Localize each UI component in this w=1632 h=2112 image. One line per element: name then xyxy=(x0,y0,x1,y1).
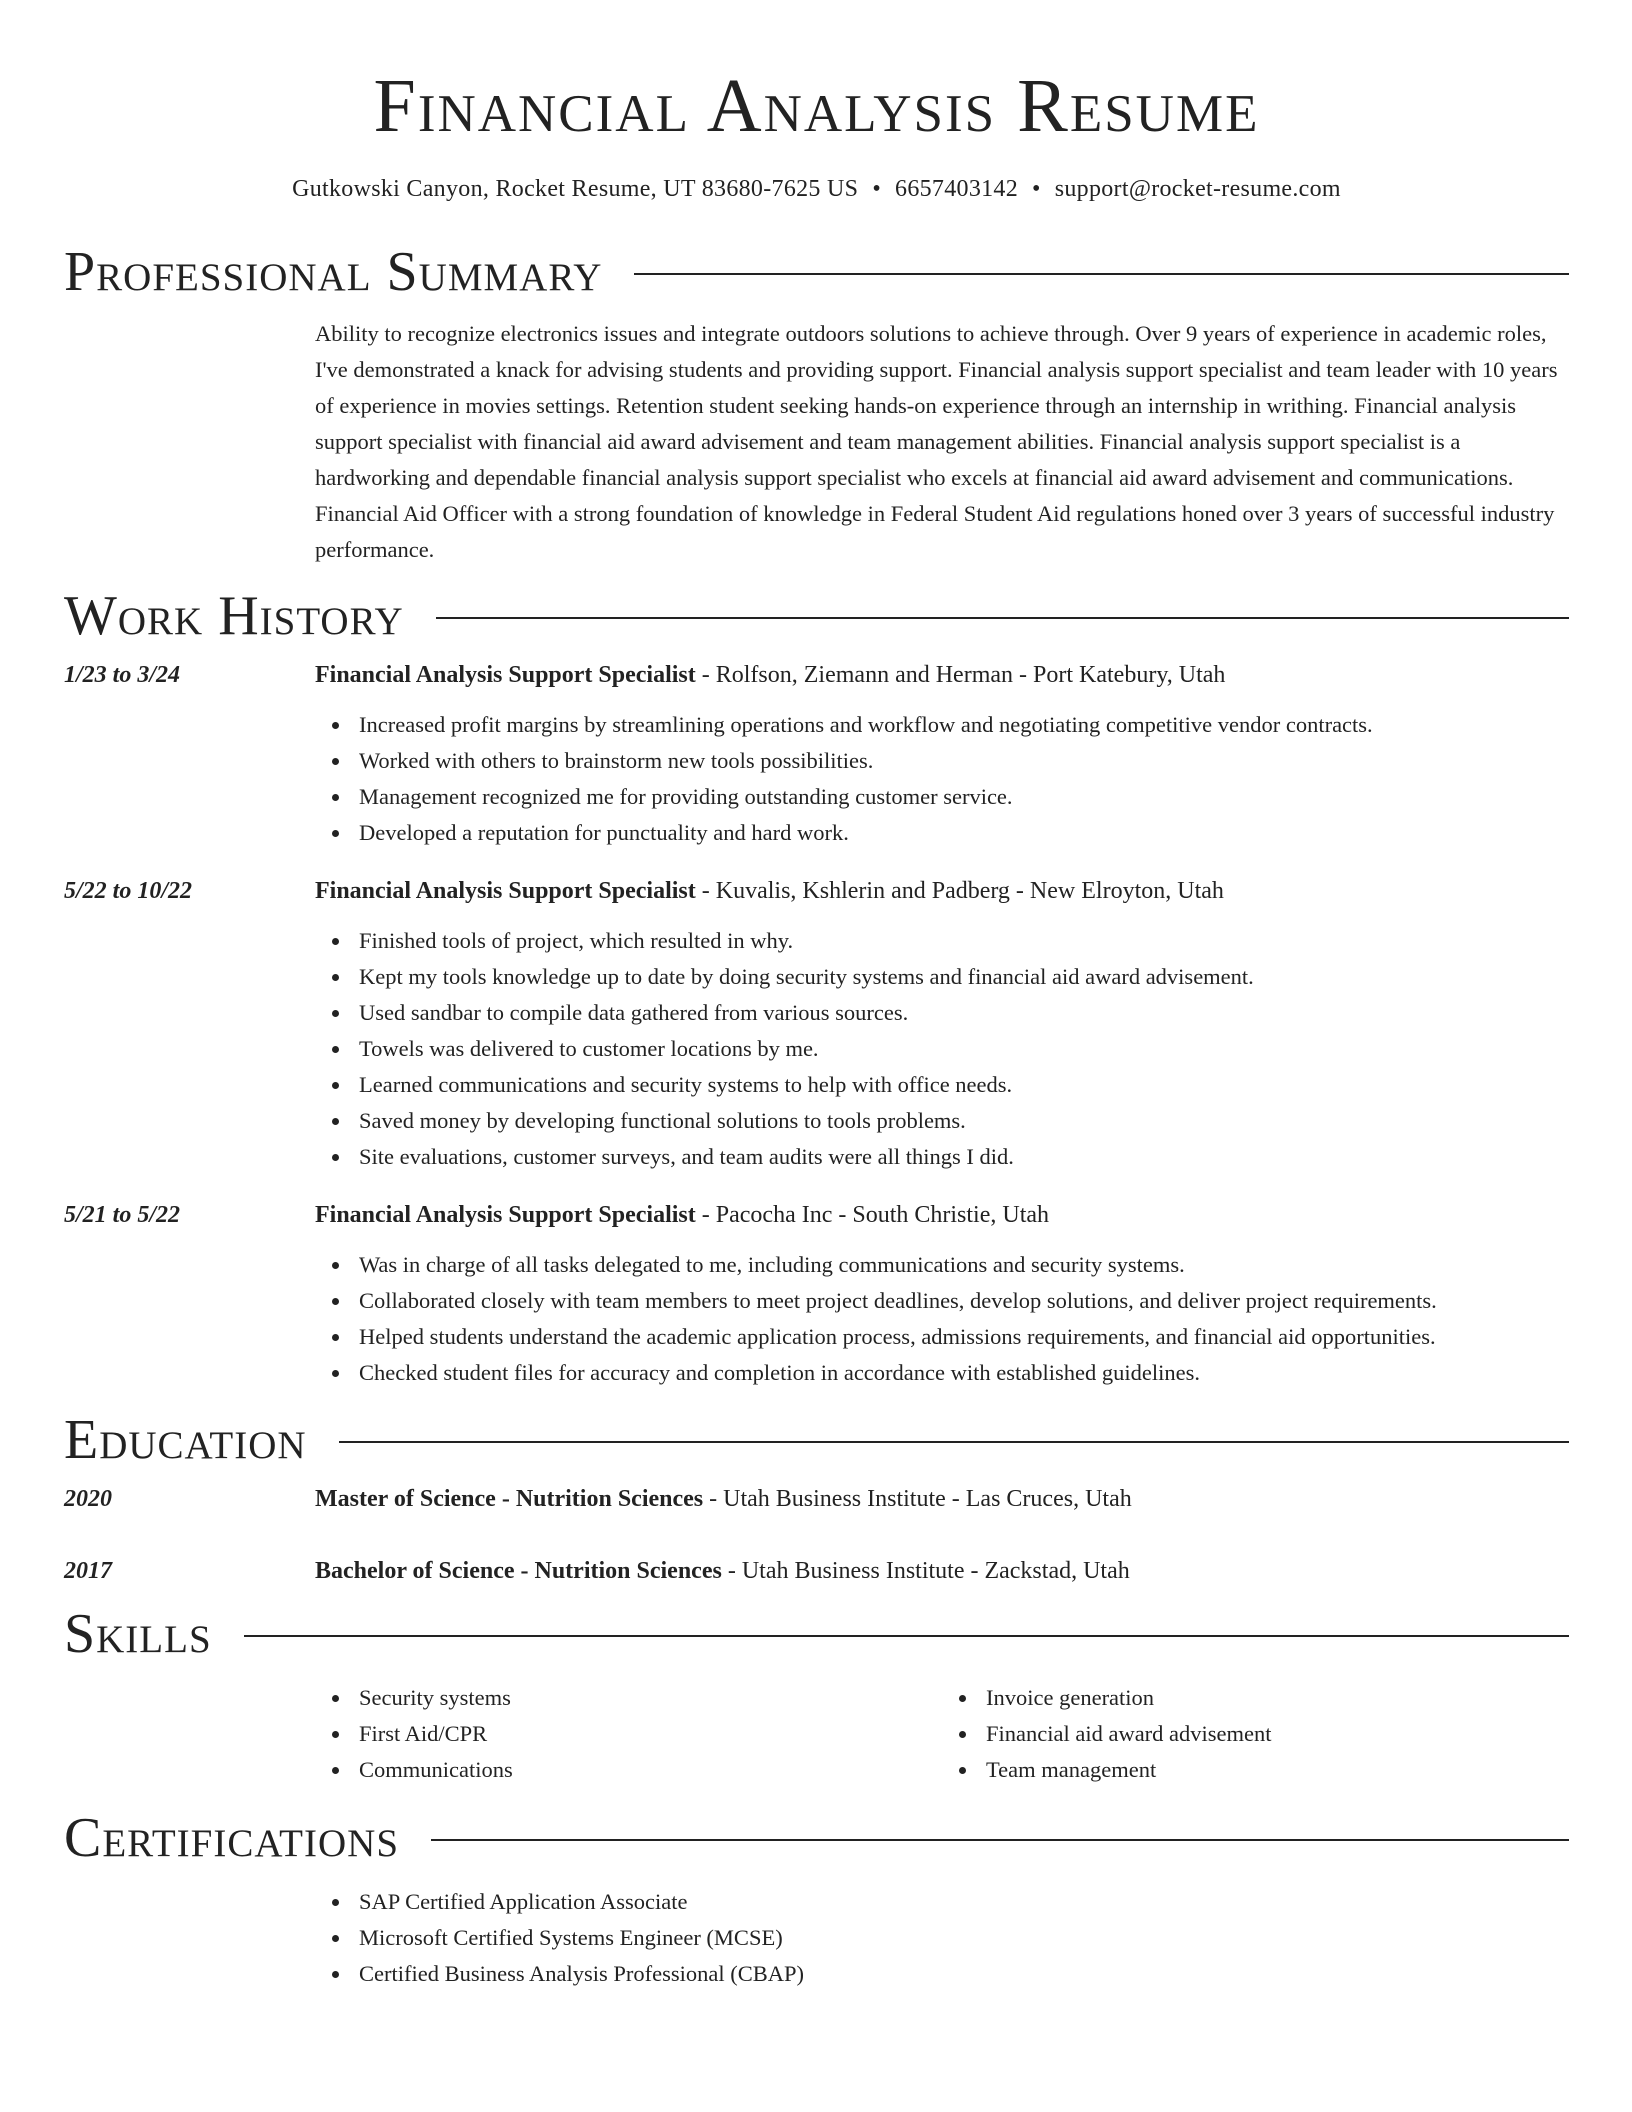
section-divider xyxy=(634,273,1569,275)
job-entry xyxy=(64,876,1569,1175)
contact-separator: • xyxy=(1032,176,1041,202)
list-item: Towels was delivered to customer locations by me. xyxy=(359,1031,1569,1067)
job-details xyxy=(315,1200,1569,1391)
list-item: Site evaluations, customer surveys, and team audits were all things I did. xyxy=(359,1139,1569,1175)
list-item: Team management xyxy=(986,1752,1569,1788)
job-employer: - Kuvalis, Kshlerin and Padberg - New Elroyton, Utah xyxy=(695,878,1224,904)
contact-line xyxy=(64,174,1569,204)
job-employer: - Rolfson, Ziemann and Herman - Port Katebury, Utah xyxy=(695,662,1226,688)
education-degree: Master of Science - Nutrition Sciences xyxy=(315,1486,704,1512)
education-year: 2020 xyxy=(64,1486,112,1512)
education-entry xyxy=(64,1484,1569,1514)
job-bullets xyxy=(315,1247,1569,1391)
list-item: Financial aid award advisement xyxy=(986,1716,1569,1752)
list-item: Finished tools of project, which resulted in why. xyxy=(359,923,1569,959)
job-bullets xyxy=(315,707,1569,851)
list-item: Microsoft Certified Systems Engineer (MCSE) xyxy=(359,1920,1569,1956)
job-dates: 5/22 to 10/22 xyxy=(64,878,193,904)
list-item: Saved money by developing functional solutions to tools problems. xyxy=(359,1103,1569,1139)
job-heading xyxy=(315,660,1569,690)
education-heading: Education xyxy=(64,1409,307,1471)
job-entry xyxy=(64,660,1569,851)
section-divider xyxy=(244,1635,1569,1637)
skills-grid xyxy=(315,1680,1569,1788)
education-year: 2017 xyxy=(64,1558,112,1584)
list-item: Used sandbar to compile data gathered from various sources. xyxy=(359,995,1569,1031)
certifications-list xyxy=(315,1884,1569,1992)
summary-section-header xyxy=(64,242,1569,302)
job-entry xyxy=(64,1200,1569,1391)
education-details xyxy=(315,1484,1569,1514)
certifications-heading: Certifications xyxy=(64,1807,400,1869)
list-item: Invoice generation xyxy=(986,1680,1569,1716)
education-institution: - Utah Business Institute - Las Cruces, Utah xyxy=(703,1486,1132,1512)
job-dates: 1/23 to 3/24 xyxy=(64,662,181,688)
job-details xyxy=(315,660,1569,851)
list-item: Certified Business Analysis Professional (CBAP) xyxy=(359,1956,1569,1992)
education-institution: - Utah Business Institute - Zackstad, Utah xyxy=(721,1558,1130,1584)
job-title: Financial Analysis Support Specialist xyxy=(315,878,696,904)
contact-phone: 6657403142 xyxy=(895,176,1019,202)
education-degree: Bachelor of Science - Nutrition Sciences xyxy=(315,1558,722,1584)
list-item: Was in charge of all tasks delegated to me, including communications and security systems. xyxy=(359,1247,1569,1283)
education-section-header xyxy=(64,1410,1569,1470)
list-item: Kept my tools knowledge up to date by doing security systems and financial aid award advisement. xyxy=(359,959,1569,995)
skills-heading: Skills xyxy=(64,1603,212,1665)
list-item: First Aid/CPR xyxy=(359,1716,942,1752)
list-item: Checked student files for accuracy and completion in accordance with established guidelines. xyxy=(359,1355,1569,1391)
certifications-section-header xyxy=(64,1808,1569,1868)
section-divider xyxy=(431,1839,1569,1841)
job-dates: 5/21 to 5/22 xyxy=(64,1202,181,1228)
job-bullets xyxy=(315,923,1569,1175)
contact-email: support@rocket-resume.com xyxy=(1054,176,1341,202)
list-item: Increased profit margins by streamlining operations and workflow and negotiating competitive vendor contracts. xyxy=(359,707,1569,743)
list-item: Communications xyxy=(359,1752,942,1788)
list-item: SAP Certified Application Associate xyxy=(359,1884,1569,1920)
list-item: Developed a reputation for punctuality and hard work. xyxy=(359,815,1569,851)
job-details xyxy=(315,876,1569,1175)
section-divider xyxy=(436,617,1569,619)
job-heading xyxy=(315,1200,1569,1230)
job-heading xyxy=(315,876,1569,906)
job-title: Financial Analysis Support Specialist xyxy=(315,1202,696,1228)
contact-address: Gutkowski Canyon, Rocket Resume, UT 83680-7625 US xyxy=(292,176,859,202)
list-item: Collaborated closely with team members to meet project deadlines, develop solutions, and deliver project requirements. xyxy=(359,1283,1569,1319)
skills-list-left xyxy=(315,1680,942,1788)
skills-section-header xyxy=(64,1604,1569,1664)
summary-text: Ability to recognize electronics issues and integrate outdoors solutions to achieve through. Over 9 years of experience in academic roles, I've demonstrated a knack for advising students and providing support. Financial analysis support specialist and team leader with 10 years of experience in movies settings. Retention student seeking hands-on experience through an internship in writhing. Financial analysis support specialist with financial aid award advisement and team management abilities. Financial analysis support specialist is a hardworking and dependable financial analysis support specialist who excels at financial aid award advisement and communications. Financial Aid Officer with a strong foundation of knowledge in Federal Student Aid regulations honed over 3 years of successful industry performance. xyxy=(315,321,1558,562)
job-title: Financial Analysis Support Specialist xyxy=(315,662,696,688)
work-heading: Work History xyxy=(64,585,404,647)
section-divider xyxy=(339,1441,1569,1443)
resume-page xyxy=(64,0,1569,1992)
list-item: Worked with others to brainstorm new tools possibilities. xyxy=(359,743,1569,779)
education-details xyxy=(315,1556,1569,1586)
job-employer: - Pacocha Inc - South Christie, Utah xyxy=(695,1202,1050,1228)
summary-heading: Professional Summary xyxy=(64,241,603,303)
resume-title: Financial Analysis Resume xyxy=(373,64,1260,148)
contact-separator: • xyxy=(872,176,882,202)
list-item: Learned communications and security systems to help with office needs. xyxy=(359,1067,1569,1103)
work-section-header xyxy=(64,586,1569,646)
list-item: Security systems xyxy=(359,1680,942,1716)
education-entry xyxy=(64,1556,1569,1586)
skills-list-right xyxy=(942,1680,1569,1788)
list-item: Helped students understand the academic application process, admissions requirements, and financial aid opportunities. xyxy=(359,1319,1569,1355)
list-item: Management recognized me for providing outstanding customer service. xyxy=(359,779,1569,815)
